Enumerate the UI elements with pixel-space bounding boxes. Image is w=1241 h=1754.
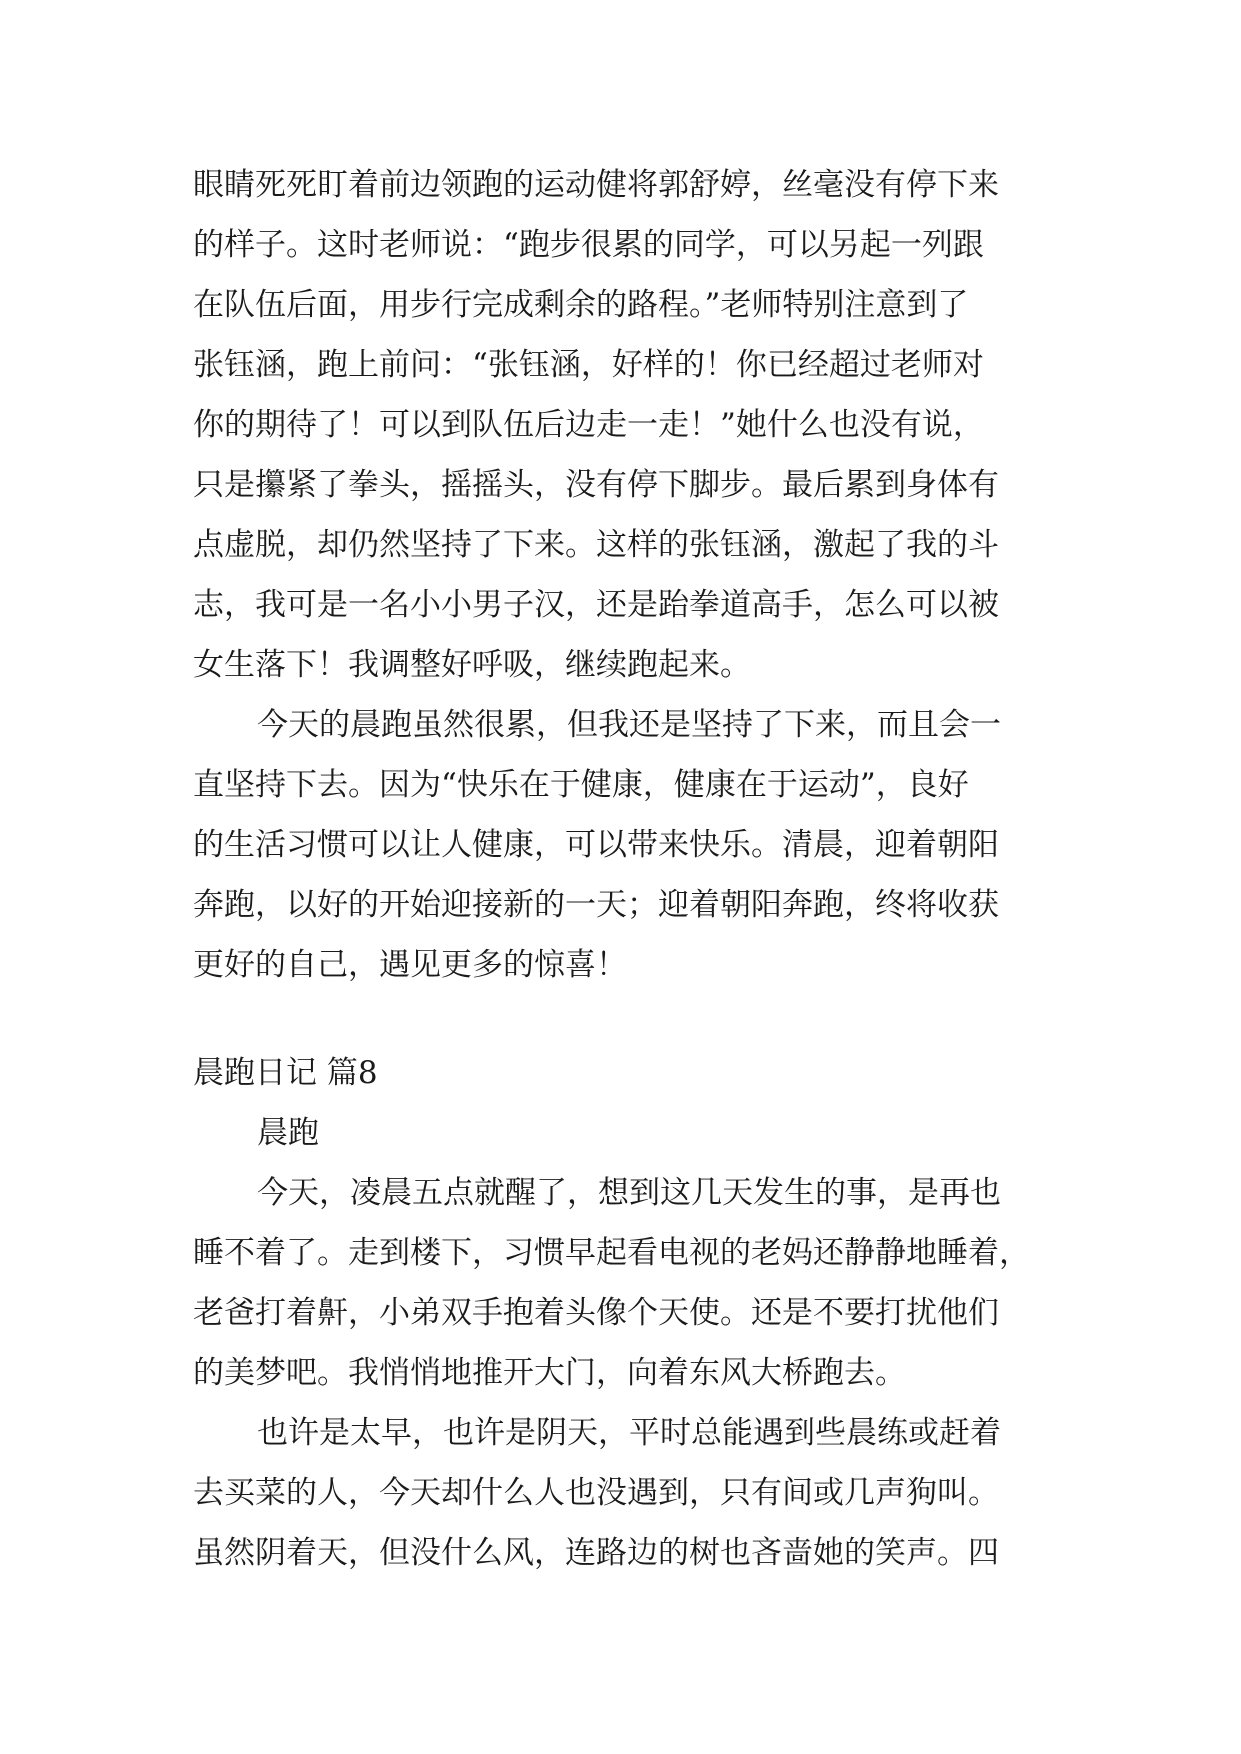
text-line: 女生落下！我调整好呼吸，继续跑起来。: [193, 647, 751, 683]
text-line: 虽然阴着天，但没什么风，连路边的树也吝啬她的笑声。四: [193, 1535, 999, 1571]
text-line: 的美梦吧。我悄悄地推开大门，向着东风大桥跑去。: [193, 1355, 906, 1391]
text-line: 张钰涵，跑上前问：“张钰涵，好样的！你已经超过老师对: [193, 347, 984, 383]
text-line: 眼睛死死盯着前边领跑的运动健将郭舒婷，丝毫没有停下来: [193, 167, 999, 203]
text-line: 睡不着了。走到楼下，习惯早起看电视的老妈还静静地睡着，: [193, 1235, 1030, 1271]
text-line: 奔跑，以好的开始迎接新的一天；迎着朝阳奔跑，终将收获: [193, 887, 999, 923]
text-line: 的样子。这时老师说：“跑步很累的同学，可以另起一列跟: [193, 227, 984, 263]
paragraph-start-line: 也许是太早，也许是阴天，平时总能遇到些晨练或赶着: [257, 1415, 1001, 1451]
paragraph-start-line: 今天的晨跑虽然很累，但我还是坚持了下来，而且会一: [257, 707, 1001, 743]
text-line: 在队伍后面，用步行完成剩余的路程。”老师特别注意到了: [193, 287, 969, 323]
text-line: 直坚持下去。因为“快乐在于健康，健康在于运动”，良好: [193, 767, 969, 803]
text-line: 志，我可是一名小小男子汉，还是跆拳道高手，怎么可以被: [193, 587, 999, 623]
text-line: 的生活习惯可以让人健康，可以带来快乐。清晨，迎着朝阳: [193, 827, 999, 863]
text-line: 去买菜的人，今天却什么人也没遇到，只有间或几声狗叫。: [193, 1475, 999, 1511]
paragraph-start-line: 今天，凌晨五点就醒了，想到这几天发生的事，是再也: [257, 1175, 1001, 1211]
text-line: 你的期待了！可以到队伍后边走一走！”她什么也没有说，: [193, 407, 984, 443]
text-line: 只是攥紧了拳头，摇摇头，没有停下脚步。最后累到身体有: [193, 467, 999, 503]
text-line: 点虚脱，却仍然坚持了下来。这样的张钰涵，激起了我的斗: [193, 527, 999, 563]
text-line: 更好的自己，遇见更多的惊喜！: [193, 947, 627, 983]
essay-title: 晨跑: [257, 1115, 319, 1151]
section-heading: 晨跑日记 篇8: [193, 1055, 378, 1091]
text-line: 老爸打着鼾，小弟双手抱着头像个天使。还是不要打扰他们: [193, 1295, 999, 1331]
